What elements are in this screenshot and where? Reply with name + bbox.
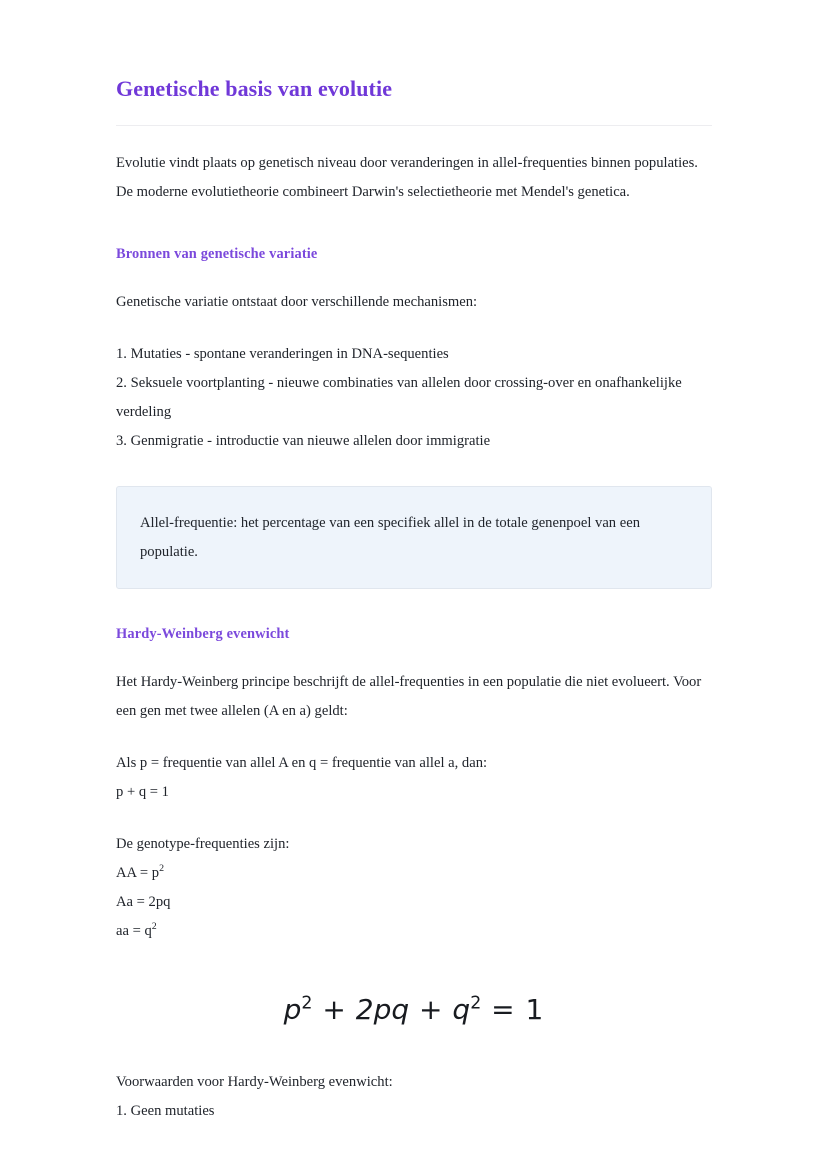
list-item: 1. Geen mutaties <box>116 1103 215 1119</box>
equation-operator-plus: + <box>322 993 346 1026</box>
page-title: Genetische basis van evolutie <box>116 76 393 101</box>
list-item: 3. Genmigratie - introductie van nieuwe allelen door immigratie <box>116 433 491 449</box>
genotype-label: Aa = 2pq <box>116 894 171 910</box>
allele-sum-line: p + q = 1 <box>116 784 169 800</box>
equation-exponent-q: 2 <box>470 993 482 1014</box>
genotype-exponent: 2 <box>151 921 157 933</box>
section-lead-hardy-weinberg: Het Hardy-Weinberg principe beschrijft de allel-frequenties in een populatie die niet evolueert. Voor een gen met twee allelen (A en a) geldt: <box>116 674 702 719</box>
genotype-frequency-block <box>116 830 712 946</box>
genotype-label: aa = q <box>116 923 152 939</box>
equation-exponent-p: 2 <box>301 993 313 1014</box>
hardy-weinberg-equation <box>116 990 712 1030</box>
allele-definition-line: Als p = frequentie van allel A en q = frequentie van allel a, dan: <box>116 755 488 771</box>
conditions-intro-line: Voorwaarden voor Hardy-Weinberg evenwicht: <box>116 1074 393 1090</box>
allele-frequency-block <box>116 749 712 807</box>
intro-paragraph: Evolutie vindt plaats op genetisch niveau door veranderingen in allel-frequenties binnen populaties. De moderne evolutietheorie combineert Darwin's selectietheorie met Mendel's genetica. <box>116 155 698 200</box>
equation-term-p: p <box>283 993 302 1026</box>
equation-operator-equals: = <box>491 993 515 1026</box>
equation-operator-plus: + <box>419 993 443 1026</box>
equation-term-2pq: 2pq <box>355 993 410 1026</box>
title-divider <box>116 125 712 126</box>
equation-term-q: q <box>452 993 471 1026</box>
genotype-intro-line: De genotype-frequenties zijn: <box>116 836 290 852</box>
genotype-line-aa-dominant <box>116 859 712 888</box>
equation-result-one: 1 <box>525 993 544 1026</box>
section-heading-hardy-weinberg: Hardy-Weinberg evenwicht <box>116 626 290 642</box>
definition-callout <box>116 486 712 589</box>
section-lead-genetische-variatie: Genetische variatie ontstaat door verschillende mechanismen: <box>116 294 478 310</box>
genotype-line-aa-recessive <box>116 917 712 946</box>
conditions-block <box>116 1068 712 1126</box>
callout-text: Allel-frequentie: het percentage van een specifiek allel in de totale genenpoel van een populatie. <box>140 515 640 560</box>
genotype-exponent: 2 <box>159 863 165 875</box>
genotype-label: AA = p <box>116 865 160 881</box>
list-item: 2. Seksuele voortplanting - nieuwe combinaties van allelen door crossing-over en onafhankelijke verdeling <box>116 375 682 420</box>
genotype-line-heterozygous <box>116 888 712 917</box>
list-item: 1. Mutaties - spontane veranderingen in DNA-sequenties <box>116 346 449 362</box>
variation-sources-list <box>116 340 712 456</box>
section-heading-genetische-variatie: Bronnen van genetische variatie <box>116 246 318 262</box>
